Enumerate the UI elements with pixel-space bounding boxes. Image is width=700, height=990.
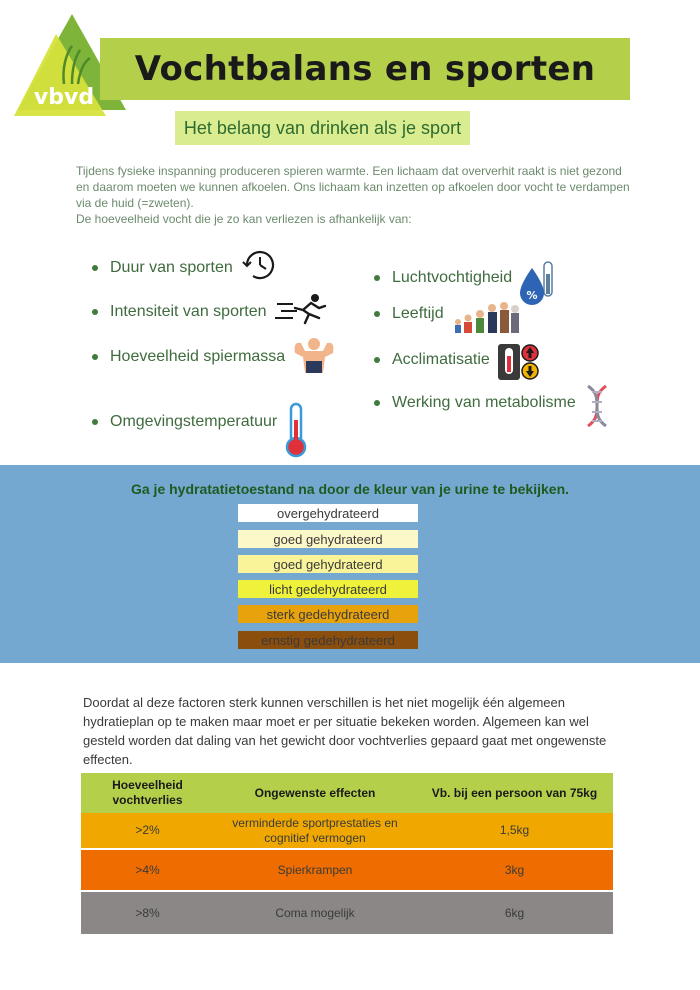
- factor-item: [92, 248, 279, 287]
- urine-color-section: [0, 465, 700, 663]
- bullet-icon: [92, 265, 98, 271]
- factor-label: Acclimatisatie: [392, 350, 490, 368]
- page-subtitle: Het belang van drinken als je sport: [175, 111, 470, 145]
- table-cell-loss: >2%: [135, 823, 160, 837]
- urine-color-row: licht gedehydrateerd: [238, 580, 418, 598]
- table-row: [81, 813, 613, 848]
- table-cell-example: 6kg: [504, 905, 525, 920]
- bullet-icon: [374, 357, 380, 363]
- table-header-cell: Ongewenste effecten: [254, 785, 376, 800]
- intro-paragraph: Tijdens fysieke inspanning produceren spieren warmte. Een lichaam dat oververhit raakt is niet gezond en daarom moeten we kunnen afkoelen. Ons lichaam kan inzetten op afkoelen door vocht te verdampen via de huid (=zweten).: [76, 164, 630, 210]
- urine-color-row: goed gehydrateerd: [238, 530, 418, 548]
- factor-label: Hoeveelheid spiermassa: [110, 347, 286, 365]
- factor-label: Duur van sporten: [110, 258, 233, 276]
- table-header-cell: Vb. bij een persoon van 75kg: [431, 785, 598, 800]
- bullet-icon: [92, 354, 98, 360]
- bullet-icon: [374, 311, 380, 317]
- factor-item: [374, 372, 612, 433]
- bullet-icon: [374, 400, 380, 406]
- title-bar: [100, 38, 630, 100]
- table-header-cell: Hoeveelheid vochtverlies: [112, 778, 183, 807]
- svg-text:%: %: [526, 289, 538, 302]
- bullet-icon: [374, 275, 380, 281]
- table-cell-effect: Spierkrampen: [277, 862, 353, 877]
- table-row: [81, 850, 613, 890]
- bullet-icon: [92, 419, 98, 425]
- dehydration-table: [81, 773, 613, 934]
- bullet-icon: [92, 309, 98, 315]
- intro-lead: De hoeveelheid vocht die je zo kan verliezen is afhankelijk van:: [76, 212, 412, 226]
- thermometer-icon: [283, 380, 309, 463]
- factor-label: Leeftijd: [392, 304, 444, 322]
- bottom-paragraph: Doordat al deze factoren sterk kunnen verschillen is het niet mogelijk één algemeen hydratieplan op te maken maar moet er per situatie bekeken worden. Algemeen kan wel gesteld worden dat daling van het gewicht door vochtverlies gepaard gaat met ongewenste effecten.: [83, 695, 607, 767]
- page-title: Vochtbalans en sporten: [134, 49, 596, 89]
- urine-color-row: goed gehydrateerd: [238, 555, 418, 573]
- runner-icon: [273, 292, 329, 331]
- logo-text: vbvd: [33, 85, 95, 110]
- factor-label: Luchtvochtigheid: [392, 268, 513, 286]
- table-cell-loss: >4%: [135, 862, 160, 877]
- factor-label: Omgevingstemperatuur: [110, 412, 278, 430]
- clock-icon: [239, 248, 279, 287]
- table-row: [81, 892, 613, 934]
- table-cell-effect: Coma mogelijk: [275, 905, 355, 920]
- humidity-icon: [518, 240, 558, 315]
- intro-text: [76, 163, 636, 227]
- factor-item: [92, 380, 309, 463]
- muscle-icon: [291, 335, 337, 378]
- factor-label: Intensiteit van sporten: [110, 302, 267, 320]
- factor-item: [92, 335, 337, 378]
- factor-item: [92, 292, 329, 331]
- dna-icon: [582, 372, 612, 433]
- urine-heading: Ga je hydratatietoestand na door de kleur van je urine te bekijken.: [130, 481, 570, 497]
- table-header-row: [81, 773, 613, 813]
- table-cell-example: 1,5kg: [499, 823, 530, 837]
- factor-label: Werking van metabolisme: [392, 393, 576, 411]
- table-cell-loss: >8%: [135, 905, 160, 920]
- urine-color-row: overgehydrateerd: [238, 504, 418, 522]
- table-cell-example: 3kg: [504, 862, 525, 877]
- urine-color-row: ernstig gedehydrateerd: [238, 631, 418, 649]
- table-cell-effect: verminderde sportprestaties en cognitief vermogen: [232, 815, 398, 845]
- urine-color-row: sterk gedehydrateerd: [238, 605, 418, 623]
